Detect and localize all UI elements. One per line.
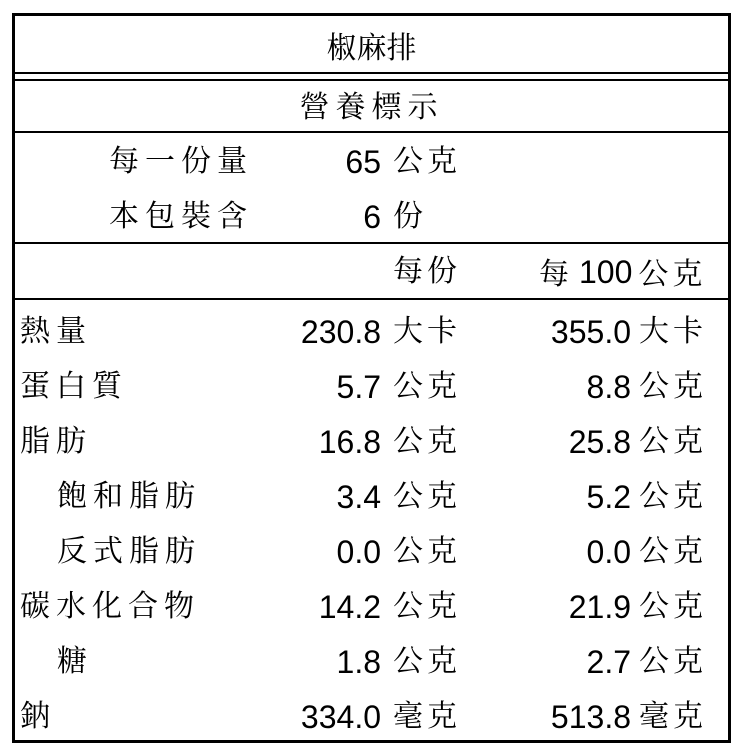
per-100g-unit: 公克 xyxy=(639,589,707,624)
servings-per-package-unit: 份 xyxy=(393,199,427,234)
per-serving-value: 5.7 xyxy=(336,369,381,405)
per-100g-unit: 公克 xyxy=(639,479,707,514)
divider xyxy=(15,242,728,244)
per-100g-unit: 公克 xyxy=(639,644,707,679)
per-100g-unit: 公克 xyxy=(639,369,707,404)
per-serving-unit: 公克 xyxy=(393,534,461,569)
per-serving-value: 3.4 xyxy=(336,479,381,515)
serving-size-unit: 公克 xyxy=(393,144,461,179)
per-serving-unit: 公克 xyxy=(393,644,461,679)
nutrient-name: 鈉 xyxy=(20,699,56,734)
serving-size-value: 65 xyxy=(345,144,381,180)
per-100g-number: 100 xyxy=(579,254,633,290)
per-100g-value: 355.0 xyxy=(550,314,631,350)
per-serving-unit: 毫克 xyxy=(393,699,461,734)
per-100g-unit: 公克 xyxy=(639,534,707,569)
per-serving-value: 334.0 xyxy=(300,699,381,735)
per-100g-header xyxy=(539,254,707,292)
per-serving-value: 0.0 xyxy=(336,534,381,570)
per-100g-value: 2.7 xyxy=(586,644,631,680)
per-serving-unit: 公克 xyxy=(393,589,461,624)
product-name: 椒麻排 xyxy=(326,31,417,66)
divider xyxy=(15,79,728,81)
nutrient-name: 熱量 xyxy=(20,314,92,349)
nutrition-label xyxy=(12,13,731,743)
divider xyxy=(15,131,728,133)
per-100g-value: 8.8 xyxy=(586,369,631,405)
per-serving-value: 16.8 xyxy=(318,424,381,460)
per-serving-value: 14.2 xyxy=(318,589,381,625)
per-serving-unit: 公克 xyxy=(393,479,461,514)
servings-per-package-value: 6 xyxy=(363,199,381,235)
serving-size-label: 每一份量 xyxy=(109,144,253,179)
nutrient-name: 糖 xyxy=(57,644,93,679)
per-100g-value: 5.2 xyxy=(586,479,631,515)
label-heading: 營養標示 xyxy=(299,90,444,125)
per-100g-unit: 公克 xyxy=(638,257,707,292)
divider xyxy=(15,72,728,74)
nutrient-name: 脂肪 xyxy=(20,424,92,459)
per-100g-prefix: 每 xyxy=(539,257,569,292)
servings-per-package-label: 本包裝含 xyxy=(109,199,253,234)
per-100g-unit: 大卡 xyxy=(639,314,707,349)
per-serving-unit: 公克 xyxy=(393,424,461,459)
nutrient-name: 反式脂肪 xyxy=(57,534,201,569)
per-serving-header: 每份 xyxy=(393,254,461,289)
per-100g-unit: 毫克 xyxy=(639,699,707,734)
per-100g-value: 25.8 xyxy=(568,424,631,460)
divider xyxy=(15,298,728,300)
per-100g-unit: 公克 xyxy=(639,424,707,459)
per-100g-value: 21.9 xyxy=(568,589,631,625)
nutrient-name: 碳水化合物 xyxy=(20,589,200,624)
per-100g-value: 513.8 xyxy=(550,699,631,735)
per-serving-unit: 大卡 xyxy=(393,314,461,349)
per-serving-value: 230.8 xyxy=(300,314,381,350)
nutrient-name: 飽和脂肪 xyxy=(57,479,201,514)
per-100g-value: 0.0 xyxy=(586,534,631,570)
per-serving-value: 1.8 xyxy=(336,644,381,680)
per-serving-unit: 公克 xyxy=(393,369,461,404)
nutrient-name: 蛋白質 xyxy=(20,369,128,404)
